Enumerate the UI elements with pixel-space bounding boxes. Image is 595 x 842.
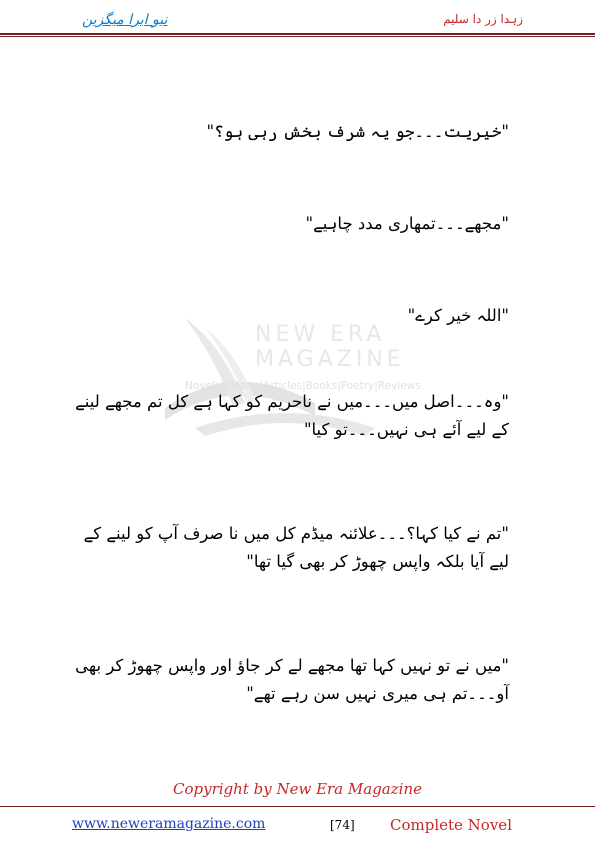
dialogue-line: "اللہ خیر کرے"	[407, 306, 509, 325]
dialogue-line: "مجھے۔۔۔تمھاری مدد چاہیے"	[305, 214, 509, 233]
watermark-title: NEW ERA MAGAZINE	[255, 322, 405, 372]
page-number: [74]	[330, 818, 355, 832]
novel-label: Complete Novel	[390, 816, 512, 834]
author-name: زہدا زر دا سلیم	[443, 12, 523, 26]
dialogue-line: "تم نے کیا کہا؟۔۔۔علائنہ میڈم کل میں نا صرف آپ کو لینے کے لیے آیا بلکہ واپس چھوڑ کر بھی گیا تھا"	[83, 524, 509, 571]
dialogue-line: "خیریت۔۔۔جو یہ شرف بخش رہی ہو؟"	[206, 122, 509, 141]
footer-divider	[0, 806, 595, 807]
header-divider	[0, 33, 595, 37]
page-header	[0, 0, 595, 34]
magazine-name: نیو ایرا میگزین	[82, 12, 168, 28]
dialogue-line: "میں نے تو نہیں کہا تھا مجھے لے کر جاؤ اور واپس چھوڑ کر بھی آو۔۔۔تم ہی میری نہیں سن رہے تھے"	[75, 656, 509, 703]
dialogue-line: "وہ۔۔۔اصل میں۔۔۔میں نے ناحریم کو کہا ہے کل تم مجھے لینے کے لیے آئے ہی نہیں۔۔۔تو کیا"	[75, 392, 509, 439]
watermark-subtitle: Novels|Afsana|Articles|Books|Poetry|Reviews	[185, 380, 421, 392]
copyright-notice: Copyright by New Era Magazine	[173, 780, 422, 798]
website-link[interactable]: www.neweramagazine.com	[72, 816, 266, 832]
